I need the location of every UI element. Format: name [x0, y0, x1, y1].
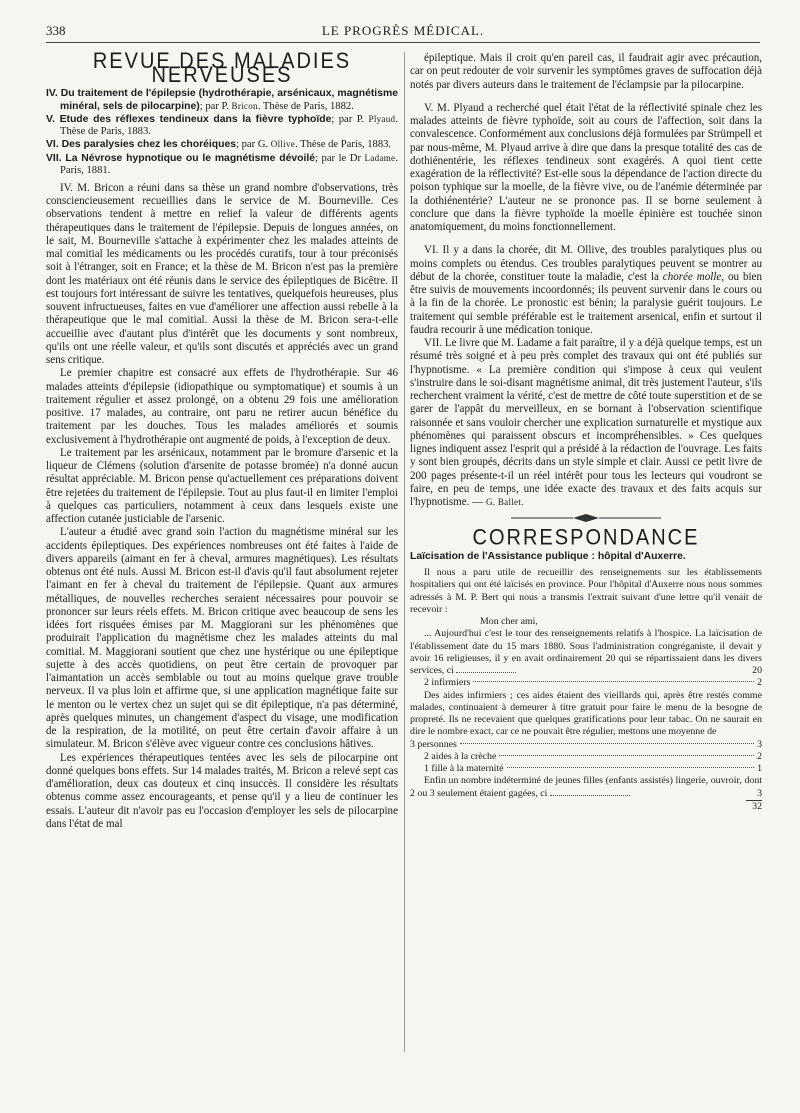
left-column [46, 49, 398, 831]
right-column [410, 52, 762, 813]
total-line: 32 [410, 800, 762, 813]
column-divider [404, 52, 405, 1052]
journal-title: LE PROGRÈS MÉDICAL. [321, 23, 485, 38]
paragraph-continuation: épileptique. Mais il croit qu'en pareil cas, il faudrait agir avec précaution, car on peut redouter de voir survenir les symptômes graves de suffocation déjà notés par divers auteurs dans le traitement de l'éclampsie par la pilocarpine. [410, 52, 762, 91]
ornament-icon [511, 513, 661, 523]
paragraph-vii: VII. Le livre que M. Ladame a fait paraître, il y a déjà quelque temps, est un résumé très soigné et à peu près complet des travaux qui ont été publiés sur l'hypnotisme. « La première condition qui s'impose à ceux qui veulent s'instruire dans le soi-disant magnétisme animal, dit très justement l'auteur, s'ils recherchent vraiment la vérité, c'est de mettre de côté toute superstition et de se garer de l'appât du merveilleux, en se bornant à l'observation scientifique raisonnée et sans vouloir chercher une explication surnaturelle et mystique aux phénomènes qui paraissent obscurs et incompréhensibles. » Ces quelques lignes indiquent assez l'esprit qui a présidé à la rédaction de l'ouvrage. Les faits y sont bien groupés, décrits dans un style simple et clair. Aussi ce petit livre de 200 pages présente-t-il un réel intérêt pour tous les lecteurs qui voudront se faire, en peu de temps, une idée exacte des travaux et des faits acquis sur l'hypnotisme. — G. Ballet. [410, 337, 762, 508]
letter-paragraph: ... Aujourd'hui c'est le tour des renseignements relatifs à l'hospice. La laïcisation de l'établissement date du 15 mars 1880. Sous l'administration congréganiste, il devait y avoir 16 religieuses, il y en avait ordinairement 20 qui se répartissaient dans les divers services, ci 20 [410, 628, 762, 676]
toc-entry: VI. Des paralysies chez les choréiques; par G. Ollive. Thèse de Paris, 1883. [46, 139, 392, 151]
correspondance-subhead: Laïcisation de l'Assistance publique : hôpital d'Auxerre. [410, 550, 686, 562]
item-infirmiers: 2 infirmiers 2 [424, 677, 762, 689]
item-creche: 2 aides à la crèche 2 [424, 750, 762, 762]
signature: G. Ballet. [485, 497, 524, 507]
item-maternite: 1 fille à la maternité 1 [424, 763, 762, 774]
item-personnes: 3 personnes 3 [410, 738, 762, 750]
section-title: REVUE DES MALADIES NERVEUSES [92, 49, 352, 88]
toc-list [46, 88, 398, 177]
correspondance-body [410, 567, 762, 813]
paragraph-v: V. M. Plyaud a recherché quel était l'état de la réflectivité spinale chez les malades atteints de fièvre typhoïde, soit au cours de l'affection, soit dans la convalescence. Conformément aux conclusions déjà formulées par Strümpell et par nous-même, M. Plyaud arrive à dire que dans la presque totalité des cas de dothiénentérie, les réflexes tendineux sont exagérés. A quoi tient cette exagération de la réflectivité? Est-elle sous la dépendance de l'action directe du poison typhique sur la moelle, de la fièvre vive, ou de l'anémie déterminée par la dothiénentérie? L'auteur ne se prononce pas. Il se borne seulement à conclure que dans la fièvre typhoïde la moelle épinière est touchée sinon anatomiquement, du moins fonctionnellement. [410, 101, 762, 233]
toc-entry: V. Etude des réflexes tendineux dans la fièvre typhoïde; par P. Plyaud. Thèse de Paris, 1883. [46, 113, 398, 138]
toc-entry: IV. Du traitement de l'épilepsie (hydrothérapie, arsénicaux, magnétisme minéral, sels de pilocarpine); par P. Bricon. Thèse de Paris, 1882. [46, 87, 398, 112]
page-number: 338 [46, 23, 66, 38]
aides-paragraph: Des aides infirmiers ; ces aides étaient des vieillards qui, après être restés comme malades, continuaient à demeurer à titre gratuit pour faire le menu de la besogne de propreté. Ils ne recevaient que quelques gratifications pour leur tabac. On ne saurait en dire le nombre exact, car ce ne pouvait être régulier, mettons une moyenne de [410, 689, 762, 738]
correspondance-intro: Il nous a paru utile de recueillir des renseignements sur les établissements hospitaliers qui ont été laïcisés en province. Pour l'hôpital d'Auxerre nous nous sommes adressés à M. P. Bert qui nous a transmis l'extrait suivant d'une lettre qu'il venait de recevoir : [410, 567, 762, 615]
paragraph-iv: IV. M. Bricon a réuni dans sa thèse un grand nombre d'observations, très consciencieusement recueillies dans le service de M. Bourneville. Ces observations tendent à mettre en relief la valeur de différents agents thérapeutiques dans le traitement de l'épilepsie. Depuis de longues années, on le sait, M. Bourneville s'attache à expérimenter chez les malades atteints de mal comitial les médicaments ou les procédés curatifs, tour à tour préconisés soit à l'étranger, soit en France; et la thèse de M. Bricon n'est pas la première dont les matériaux ont été réunis dans le service des épileptiques de Bicêtre. Il est toujours fort intéressant de suivre les tentatives, quelquefois heureuses, plus souvent infructueuses, faites en vue d'améliorer une affection aussi rebelle à la thérapeutique que le mal comitial. Aussi la thèse de M. Bricon sera-t-elle accueillie avec d'autant plus d'intérêt que les documents y sont nombreux, qu'ils ont une réelle valeur, et qu'ils sont discutés et appréciés avec un grand sens critique. [46, 181, 398, 367]
correspondance-title: CORRESPONDANCE [472, 525, 700, 550]
paragraph-arsenicaux: Le traitement par les arsénicaux, notamment par le bromure d'arsenic et la liqueur de Clémens (solution d'arsenite de potasse bromée) n'a donné aucun résultat appréciable. M. Bricon pense qu'actuellement ces préparations doivent être rejetées du traitement de l'épilepsie. Tout au plus faut-il en limiter l'emploi à quelques cas particuliers, notamment à ceux dans lesquels existe une affection cutanée justiciable de l'arsenic. [46, 446, 398, 526]
paragraph-hydrotherapie: Le premier chapitre est consacré aux effets de l'hydrothérapie. Sur 46 malades atteints d'épilepsie (idiopathique ou symptomatique) et soumis à un traitement régulier et assez prolongé, on a obtenu 29 fois une amélioration positive. 17 malades, au contraire, ont paru ne retirer aucun bénéfice du traitement par les douches. Tous les malades améliorés et soumis exclusivement à l'hydrothérapie ont augmenté de poids, à l'exception de deux. [46, 367, 398, 446]
page-header [46, 22, 760, 43]
paragraph-magnetisme: L'auteur a étudié avec grand soin l'action du magnétisme minéral sur les accidents épileptiques. Des expériences nombreuses ont été faites à l'aide de divers appareils (aimant en fer à cheval, armures magnétiques). Les résultats obtenus ont été nuls. Aussi M. Bricon est-il d'avis qu'il faut absolument rejeter l'aimant en fer à cheval du traitement de l'épilepsie. Quant aux armures métalliques, de nouvelles recherches seraient nécessaires pour pouvoir se prononcer sur leurs réels effets. M. Bricon critique avec beaucoup de sens les idées fort risquées émises par M. Maggiorani sur les phénomènes que produirait l'application du magnétisme chez les malades atteints du mal comitial. M. Maggiorani soutient que chez une hystérique ou une épileptique sujette à des accès quotidiens, on peut être certain de provoquer par l'aimantation un accès semblable ou tout au moins quelque grave trouble nerveux. Il va plus loin et affirme que, si une application magnétique faite sur le menton ou le vertex chez un sujet qui se dit épileptique, n'a pas déterminé, après quelques minutes, un changement d'aspect du visage, une modification de la respiration, de la motilité, on peut être certain d'avoir affaire à un simulateur. M. Bricon s'élève avec vigueur contre ces conclusions hâtives. [46, 526, 398, 751]
paragraph-vi: VI. Il y a dans la chorée, dit M. Ollive, des troubles paralytiques plus ou moins complets ou étendus. Ces troubles paralytiques peuvent se montrer au début de la chorée, constituer toute la maladie, c'est la chorée molle, ou bien être suivis de mouvements incoordonnés; ils peuvent survenir dans le cours ou à la fin de la chorée. Le pronostic est bénin; la paralysie guérit toujours. Le traitement qui semble préférable est le traitement arsenical, enfin et surtout il faudra recourir à une médication tonique. [410, 244, 762, 336]
toc-entry: VII. La Névrose hypnotique ou le magnétisme dévoilé; par le Dr Ladame. Paris, 1881. [46, 152, 398, 176]
salutation: Mon cher ami, [480, 616, 538, 627]
paragraph-pilocarpine: Les expériences thérapeutiques tentées avec les sels de pilocarpine ont donné quelques bons effets. Sur 14 malades traités, M. Bricon a relevé sept cas d'amélioration, deux cas douteux et cinq insuccès. Il considère les résultats obtenus comme assez encourageants, et pense qu'il y a lieu de continuer les essais. L'auteur dit n'avoir pas eu l'occasion d'employer les sels de pilocarpine dans l'état de mal [46, 751, 398, 830]
enfin-paragraph: Enfin un nombre indéterminé de jeunes filles (enfants assistés) lingerie, ouvroir, dont 2 ou 3 seulement étaient gagées, ci 3 [410, 775, 762, 799]
